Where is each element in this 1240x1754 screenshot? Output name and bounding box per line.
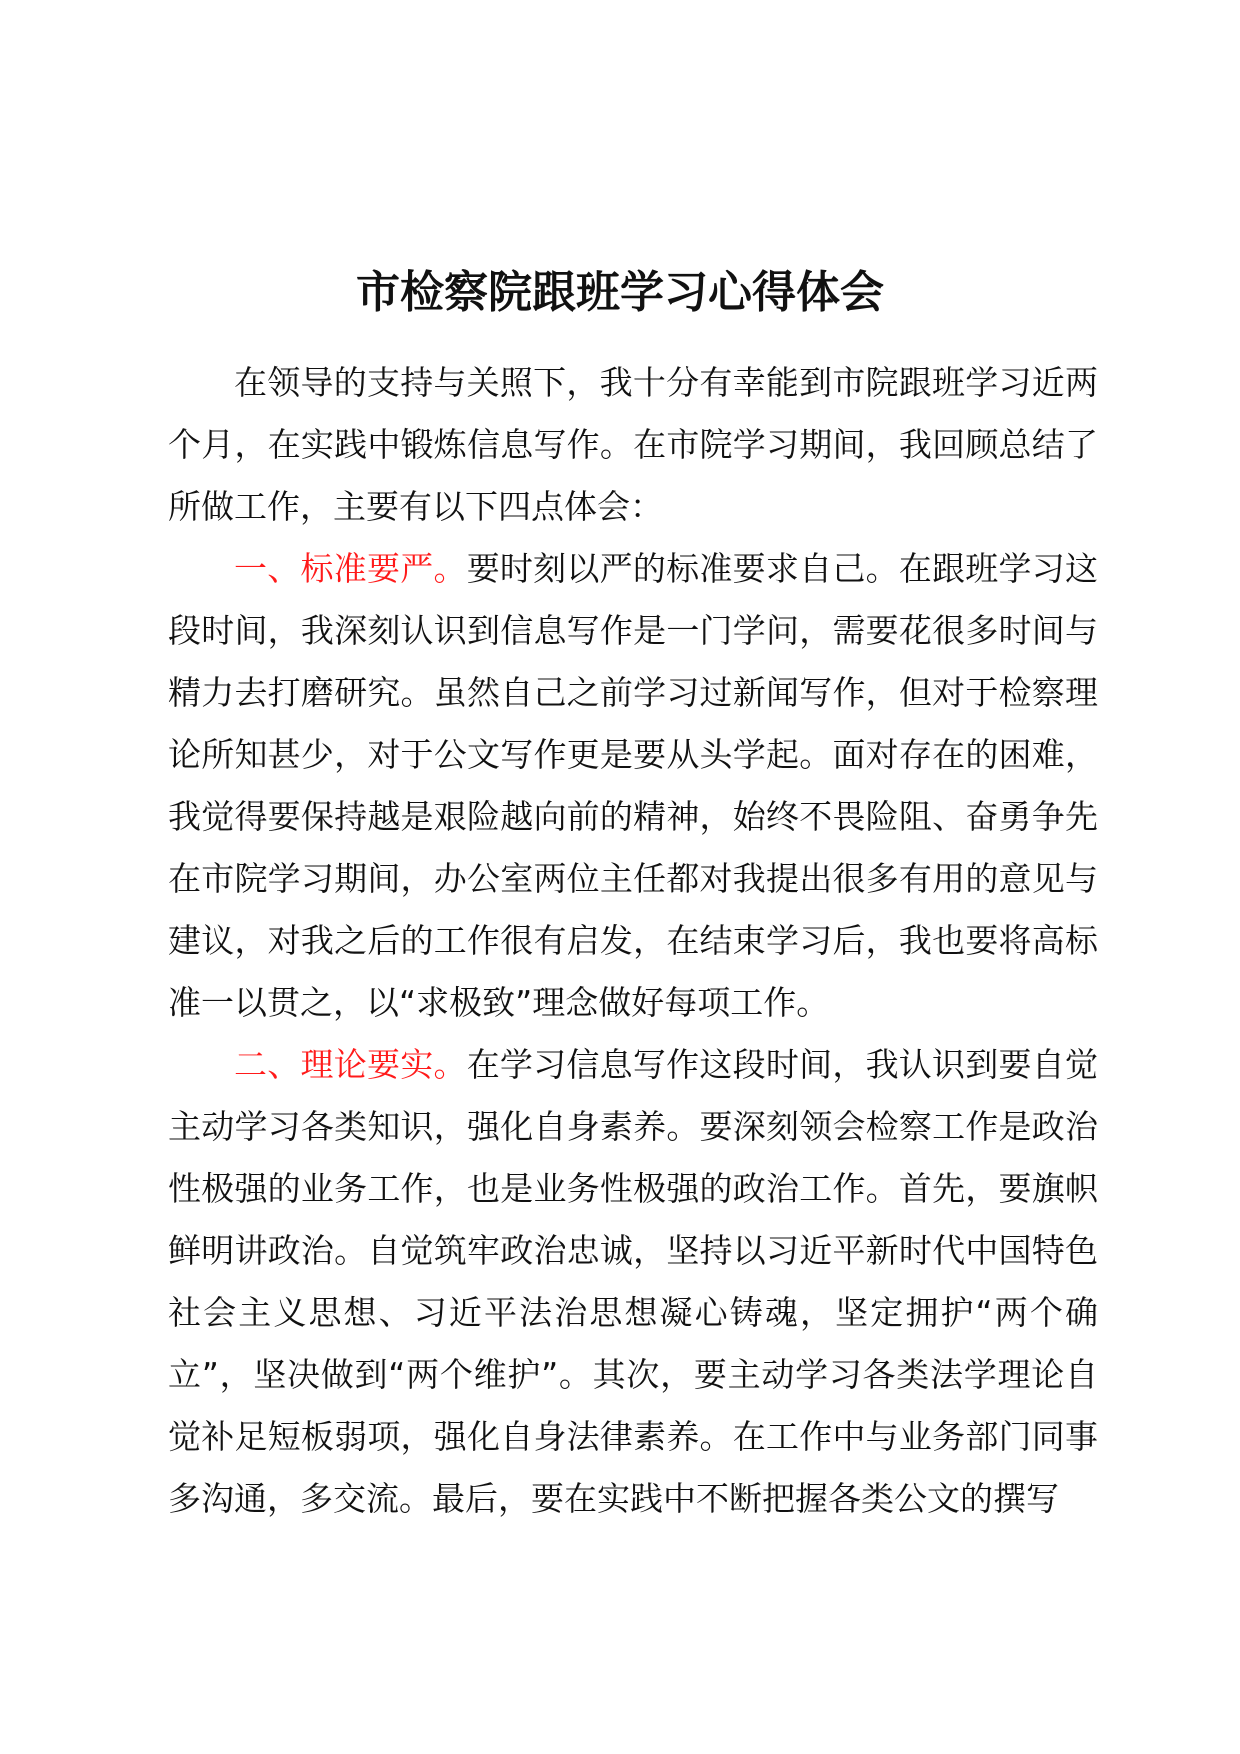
document-body — [168, 352, 1098, 1530]
section-paragraph-2 — [168, 1034, 1098, 1530]
section-text-1: 要时刻以严的标准要求自己。在跟班学习这段时间，我深刻认识到信息写作是一门学问，需要花很多时间与精力去打磨研究。虽然自己之前学习过新闻写作，但对于检察理论所知甚少，对于公文写作更是要从头学起。面对存在的困难，我觉得要保持越是艰险越向前的精神，始终不畏险阻、奋勇争先在市院学习期间，办公室两位主任都对我提出很多有用的意见与建议，对我之后的工作很有启发，在结束学习后，我也要将高标准一以贯之，以“求极致”理念做好每项工作。 — [168, 549, 1099, 1022]
section-heading-2: 二、理论要实。 — [234, 1045, 467, 1084]
document-title: 市检察院跟班学习心得体会 — [356, 267, 884, 318]
intro-paragraph: 在领导的支持与关照下，我十分有幸能到市院跟班学习近两个月，在实践中锻炼信息写作。在市院学习期间，我回顾总结了所做工作，主要有以下四点体会： — [168, 363, 1098, 526]
section-heading-1: 一、标准要严。 — [234, 549, 467, 588]
section-text-2: 在学习信息写作这段时间，我认识到要自觉主动学习各类知识，强化自身素养。要深刻领会检察工作是政治性极强的业务工作，也是业务性极强的政治工作。首先，要旗帜鲜明讲政治。自觉筑牢政治忠诚，坚持以习近平新时代中国特色社会主义思想、习近平法治思想凝心铸魂，坚定拥护“两个确立”，坚决做到“两个维护”。其次，要主动学习各类法学理论自觉补足短板弱项，强化自身法律素养。在工作中与业务部门同事多沟通，多交流。最后，要在实践中不断把握各类公文的撰写 — [168, 1045, 1099, 1518]
section-paragraph-1 — [168, 538, 1098, 1034]
